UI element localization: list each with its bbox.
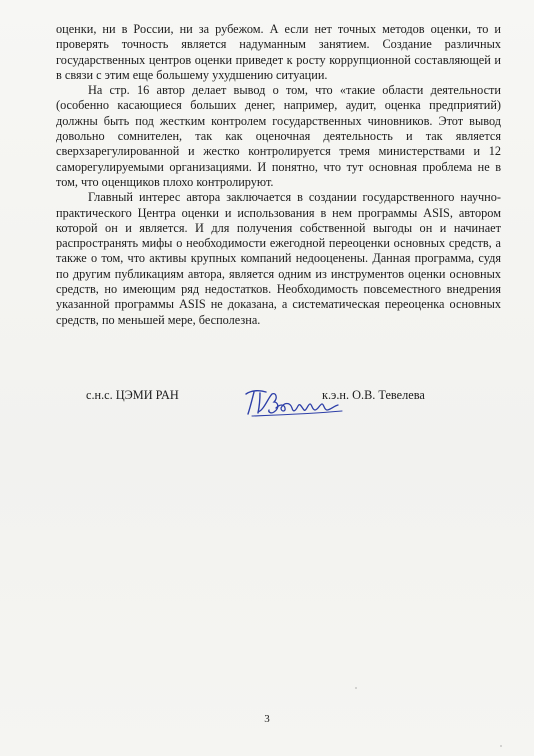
paragraph-3: Главный интерес автора заключается в создании государственного научно-практического Центра оценки и использования в нем программы ASIS, автором которой он и является. И для получения собственной выгоды он и начинает распространять мифы о необходимости ежегодной переоценки основных средств, а также о том, что активы крупных компаний недооценены. Данная программа, судя по другим публикациям автора, является одним из инструментов оценки основных средств, но имеющим ряд недостатков. Необходимость повсеместного внедрения указанной программы ASIS не доказана, а систематическая переоценка основных средств, по меньшей мере, бесполезна. xyxy=(56,190,501,327)
author-position: с.н.с. ЦЭМИ РАН xyxy=(86,388,179,402)
body-text xyxy=(56,22,501,328)
author-name: к.э.н. О.В. Тевелева xyxy=(322,388,425,402)
scan-speck xyxy=(500,745,502,747)
paragraph-1: оценки, ни в России, ни за рубежом. А если нет точных методов оценки, то и проверять точность является надуманным занятием. Создание различных государственных центров оценки приведет к росту коррупционной составляющей и в связи с этим еще большему ухудшению ситуации. xyxy=(56,22,501,82)
paragraph-2: На стр. 16 автор делает вывод о том, что «такие области деятельности (особенно касающиеся больших денег, например, аудит, оценка предприятий) должны быть под жестким контролем государственных чиновников. Этот вывод довольно сомнителен, так как оценочная деятельность и так является сверхзарегулированной и жестко контролируется тремя министерствами и 12 саморегулируемыми организациями. И понятно, что тут основная проблема не в том, что оценщиков плохо контролируют. xyxy=(56,83,501,189)
page-number: 3 xyxy=(264,713,270,725)
scan-speck xyxy=(355,687,357,689)
signature-block xyxy=(56,388,501,428)
